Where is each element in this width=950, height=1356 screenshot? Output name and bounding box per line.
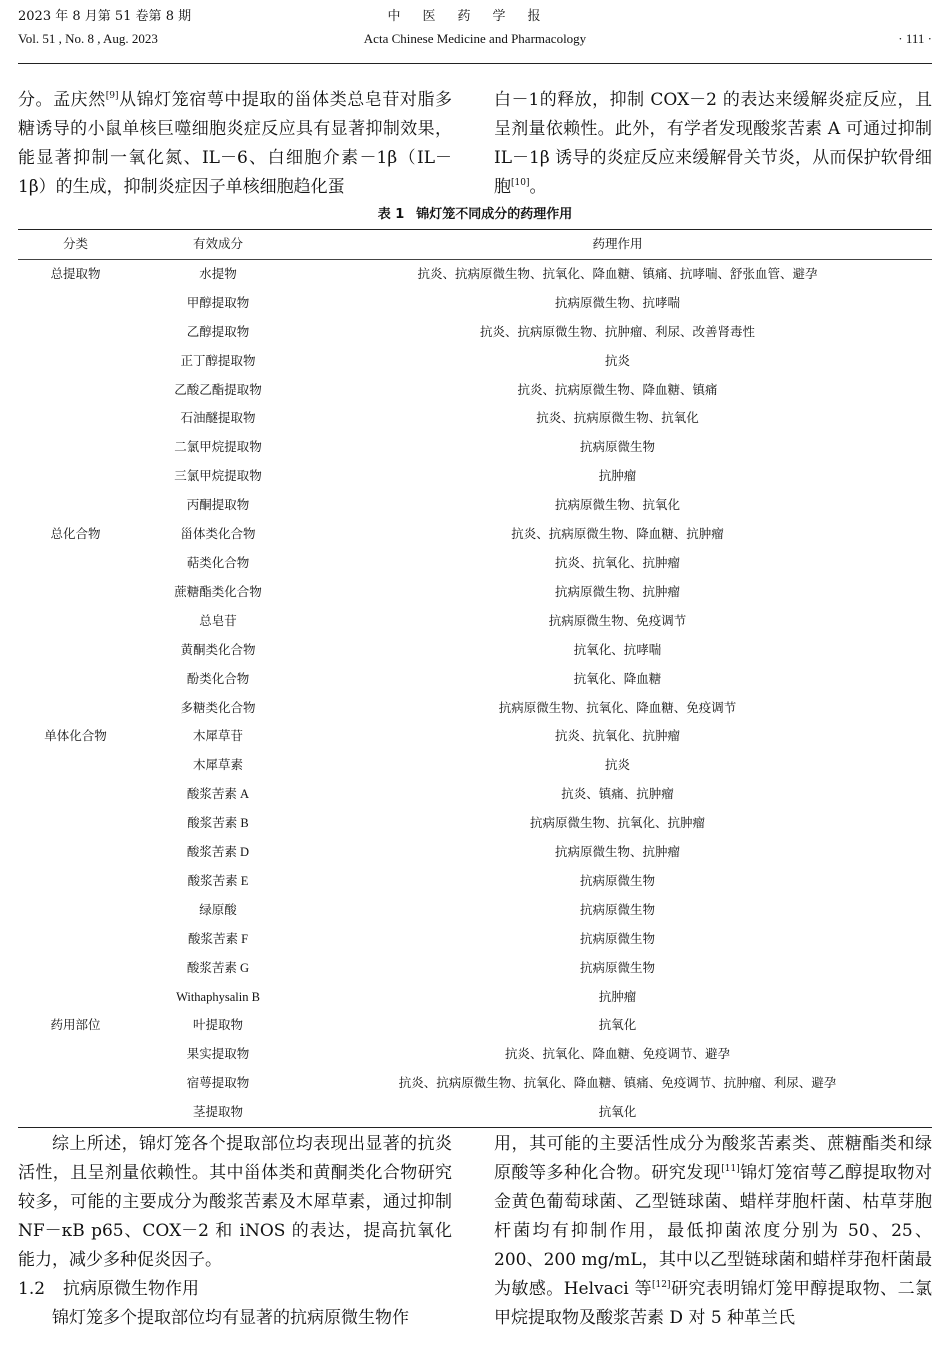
paragraph: 综上所述，锦灯笼各个提取部位均表现出显著的抗炎活性，且呈剂量依赖性。其中甾体类和黄酮类化合物研究较多，可能的主要成分为酸浆苦素及木犀草素，通过抑制 NF－κB p65、COX－2 和 iNOS 的表达，提高抗氧化能力，减少多种促炎因子。 bbox=[18, 1134, 452, 1270]
cell-effect: 抗炎 bbox=[604, 352, 630, 368]
cell-effect: 抗病原微生物 bbox=[579, 439, 655, 455]
cell-effect: 抗炎、抗病原微生物、抗氧化、降血糖、镇痛、抗哮喘、舒张血管、避孕 bbox=[417, 265, 818, 281]
cell-component: 酸浆苦素 A bbox=[186, 787, 250, 802]
cell-component: 叶提取物 bbox=[192, 1017, 243, 1033]
issue-info-cn: 2023 年 8 月第 51 卷第 8 期 bbox=[18, 9, 192, 24]
text-run: 白－1的释放，抑制 COX－2 的表达来缓解炎症反应，且呈剂量依赖性。此外，有学者发现酸浆苦素 A 可通过抑制 IL－1β 诱导的炎症反应来缓解骨关节炎，从而保护软骨细胞 bbox=[494, 90, 932, 197]
cell-effect: 抗炎、抗病原微生物、抗氧化、降血糖、镇痛、免疫调节、抗肿瘤、利尿、避孕 bbox=[398, 1075, 837, 1091]
cell-category bbox=[18, 954, 133, 983]
cell-effect: 抗炎、抗病原微生物、抗肿瘤、利尿、改善肾毒性 bbox=[479, 323, 755, 339]
cell-component: 三氯甲烷提取物 bbox=[174, 468, 262, 484]
cell-component: 茎提取物 bbox=[192, 1104, 243, 1120]
journal-title-en: Acta Chinese Medicine and Pharmacology bbox=[363, 31, 587, 46]
page-number: · 111 · bbox=[898, 31, 932, 46]
cell-category bbox=[18, 636, 133, 665]
table-row bbox=[18, 896, 932, 925]
cell-effect: 抗肿瘤 bbox=[598, 468, 637, 484]
cell-component: 绿原酸 bbox=[199, 901, 237, 917]
table-row bbox=[18, 318, 932, 347]
cell-category bbox=[18, 751, 133, 780]
cell-category bbox=[18, 289, 133, 318]
cell-effect: 抗氧化 bbox=[598, 1104, 637, 1120]
cell-component: Withaphysalin B bbox=[176, 989, 260, 1004]
table-row bbox=[18, 1098, 932, 1127]
table-row bbox=[18, 491, 932, 520]
section-heading bbox=[18, 1275, 452, 1304]
cell-category bbox=[18, 607, 133, 636]
cell-effect: 抗病原微生物 bbox=[579, 959, 655, 975]
cell-category bbox=[18, 838, 133, 867]
table-row bbox=[18, 722, 932, 751]
table-row bbox=[18, 780, 932, 809]
cell-component: 总皂苷 bbox=[199, 612, 237, 628]
running-header bbox=[18, 8, 932, 60]
reference-mark: [11] bbox=[721, 1164, 740, 1174]
cell-effect: 抗炎、镇痛、抗肿瘤 bbox=[561, 786, 674, 802]
cell-effect: 抗炎、抗氧化、降血糖、免疫调节、避孕 bbox=[504, 1046, 730, 1062]
top-right-column bbox=[494, 86, 932, 202]
cell-component: 乙酸乙酯提取物 bbox=[174, 381, 262, 397]
section-title: 抗病原微生物作用 bbox=[63, 1279, 200, 1299]
cell-category: 单体化合物 bbox=[44, 728, 107, 744]
table-row bbox=[18, 578, 932, 607]
issue-info-en: Vol. 51 , No. 8 , Aug. 2023 bbox=[18, 31, 158, 46]
cell-category: 总提取物 bbox=[50, 265, 101, 281]
text-run: 锦灯笼宿萼乙醇提取物对金黄色葡萄球菌、乙型链球菌、蜡样芽胞杆菌、枯草芽胞杆菌均有抑制作用，最低抑菌浓度分别为 50、25、200、200 mg/mL，其中以乙型链球菌和蜡样芽孢杆菌最为敏感。Helvaci 等 bbox=[494, 1163, 933, 1299]
cell-effect: 抗炎、抗氧化、抗肿瘤 bbox=[554, 554, 680, 570]
cell-component: 木犀草苷 bbox=[192, 728, 243, 744]
table-row bbox=[18, 404, 932, 433]
paragraph: 锦灯笼多个提取部位均有显著的抗病原微生物作 bbox=[52, 1308, 409, 1328]
table-row bbox=[18, 983, 932, 1012]
cell-component: 二氯甲烷提取物 bbox=[174, 439, 262, 455]
journal-title-cn: 中医药学报 bbox=[387, 9, 563, 24]
cell-effect: 抗氧化 bbox=[598, 1017, 637, 1033]
cell-category bbox=[18, 433, 133, 462]
cell-category bbox=[18, 318, 133, 347]
cell-category bbox=[18, 578, 133, 607]
cell-effect: 抗氧化、降血糖 bbox=[573, 670, 662, 686]
cell-effect: 抗病原微生物、抗氧化、抗肿瘤 bbox=[529, 815, 705, 831]
top-left-column bbox=[18, 86, 452, 202]
table-row bbox=[18, 462, 932, 491]
reference-mark: [9] bbox=[105, 91, 119, 101]
cell-category bbox=[18, 925, 133, 954]
cell-category bbox=[18, 404, 133, 433]
cell-component: 酚类化合物 bbox=[186, 670, 250, 686]
cell-effect: 抗炎、抗病原微生物、降血糖、抗肿瘤 bbox=[511, 526, 724, 542]
cell-component: 宿萼提取物 bbox=[186, 1075, 250, 1091]
cell-effect: 抗病原微生物、抗氧化 bbox=[554, 497, 680, 513]
cell-component: 甲醇提取物 bbox=[186, 294, 250, 310]
cell-component: 水提物 bbox=[199, 265, 237, 281]
cell-component: 酸浆苦素 G bbox=[186, 960, 250, 975]
cell-effect: 抗氧化、抗哮喘 bbox=[573, 641, 662, 657]
table-row bbox=[18, 1069, 932, 1098]
cell-effect: 抗肿瘤 bbox=[598, 988, 637, 1004]
table-row bbox=[18, 1040, 932, 1069]
header-rule bbox=[18, 63, 932, 64]
table-row bbox=[18, 809, 932, 838]
cell-component: 丙酮提取物 bbox=[186, 497, 250, 513]
table-row bbox=[18, 838, 932, 867]
table-row bbox=[18, 376, 932, 405]
cell-effect: 抗炎 bbox=[604, 757, 630, 773]
reference-mark: [12] bbox=[652, 1280, 671, 1290]
cell-component: 酸浆苦素 F bbox=[187, 931, 249, 946]
table-row bbox=[18, 289, 932, 318]
pharmacology-table bbox=[18, 229, 932, 1128]
table-row bbox=[18, 549, 932, 578]
table-row bbox=[18, 925, 932, 954]
cell-effect: 抗病原微生物 bbox=[579, 901, 655, 917]
paragraph bbox=[494, 1130, 932, 1333]
text-run: 研究表明锦灯笼甲醇提取物、二氯甲烷提取物及酸浆苦素 D 对 5 种革兰氏 bbox=[494, 1279, 932, 1328]
header-category: 分类 bbox=[62, 236, 88, 251]
paragraph bbox=[18, 86, 452, 202]
table-row bbox=[18, 520, 932, 549]
table-header-row bbox=[18, 230, 932, 260]
table-row bbox=[18, 636, 932, 665]
cell-category bbox=[18, 347, 133, 376]
cell-component: 木犀草素 bbox=[192, 757, 243, 773]
cell-effect: 抗炎、抗病原微生物、抗氧化 bbox=[536, 410, 699, 426]
cell-category bbox=[18, 549, 133, 578]
text-run: 用，其可能的主要活性成分为酸浆苦素类、蔗糖酯类和绿原酸等多种化合物。研究发现 bbox=[494, 1134, 932, 1183]
text-run: 分。孟庆然 bbox=[18, 90, 106, 110]
cell-effect: 抗病原微生物、抗氧化、降血糖、免疫调节 bbox=[498, 699, 737, 715]
cell-component: 甾体类化合物 bbox=[180, 526, 256, 542]
bottom-left-column bbox=[18, 1130, 452, 1333]
cell-category bbox=[18, 1098, 133, 1127]
cell-category bbox=[18, 1040, 133, 1069]
bottom-right-column bbox=[494, 1130, 932, 1333]
cell-category bbox=[18, 491, 133, 520]
cell-component: 乙醇提取物 bbox=[186, 323, 250, 339]
cell-effect: 抗炎、抗氧化、抗肿瘤 bbox=[554, 728, 680, 744]
cell-category bbox=[18, 376, 133, 405]
text-run: 从锦灯笼宿萼中提取的甾体类总皂苷对脂多糖诱导的小鼠单核巨噬细胞炎症反应具有显著抑制效果，能显著抑制一氧化氮、IL－6、白细胞介素－1β（IL－1β）的生成，抑制炎症因子单核细胞趋化蛋 bbox=[18, 90, 453, 197]
table-row bbox=[18, 259, 932, 288]
table-row bbox=[18, 751, 932, 780]
cell-category bbox=[18, 665, 133, 694]
table-row bbox=[18, 665, 932, 694]
table-number: 表 1 bbox=[377, 207, 405, 222]
cell-effect: 抗病原微生物、抗肿瘤 bbox=[554, 583, 680, 599]
cell-category: 药用部位 bbox=[50, 1017, 101, 1033]
cell-effect: 抗炎、抗病原微生物、降血糖、镇痛 bbox=[517, 381, 718, 397]
cell-component: 酸浆苦素 E bbox=[187, 873, 249, 888]
table-row bbox=[18, 694, 932, 723]
cell-component: 石油醚提取物 bbox=[180, 410, 256, 426]
table-row bbox=[18, 433, 932, 462]
cell-component: 多糖类化合物 bbox=[180, 699, 256, 715]
section-number: 1.2 bbox=[18, 1279, 46, 1299]
header-effect: 药理作用 bbox=[592, 236, 643, 251]
cell-category bbox=[18, 867, 133, 896]
cell-category bbox=[18, 462, 133, 491]
cell-component: 萜类化合物 bbox=[186, 554, 250, 570]
table-row bbox=[18, 1011, 932, 1040]
text-run: 。 bbox=[529, 177, 547, 197]
cell-category bbox=[18, 809, 133, 838]
table-row bbox=[18, 347, 932, 376]
cell-category bbox=[18, 780, 133, 809]
cell-category bbox=[18, 983, 133, 1012]
table-row bbox=[18, 607, 932, 636]
cell-effect: 抗病原微生物 bbox=[579, 872, 655, 888]
cell-component: 正丁醇提取物 bbox=[180, 352, 256, 368]
header-component: 有效成分 bbox=[192, 236, 243, 251]
cell-category bbox=[18, 1069, 133, 1098]
cell-effect: 抗病原微生物、免疫调节 bbox=[548, 612, 687, 628]
cell-component: 蔗糖酯类化合物 bbox=[174, 583, 262, 599]
cell-component: 果实提取物 bbox=[186, 1046, 250, 1062]
paragraph bbox=[494, 86, 932, 202]
table-row bbox=[18, 954, 932, 983]
cell-category bbox=[18, 694, 133, 723]
cell-component: 酸浆苦素 D bbox=[186, 845, 250, 860]
cell-effect: 抗病原微生物、抗肿瘤 bbox=[554, 844, 680, 860]
table-row bbox=[18, 867, 932, 896]
table-title: 锦灯笼不同成分的药理作用 bbox=[416, 207, 573, 222]
cell-category: 总化合物 bbox=[50, 526, 101, 542]
cell-component: 酸浆苦素 B bbox=[187, 816, 249, 831]
reference-mark: [10] bbox=[511, 178, 530, 188]
cell-effect: 抗病原微生物、抗哮喘 bbox=[554, 294, 680, 310]
table-caption bbox=[0, 203, 950, 222]
cell-category bbox=[18, 896, 133, 925]
cell-component: 黄酮类化合物 bbox=[180, 641, 256, 657]
cell-effect: 抗病原微生物 bbox=[579, 930, 655, 946]
